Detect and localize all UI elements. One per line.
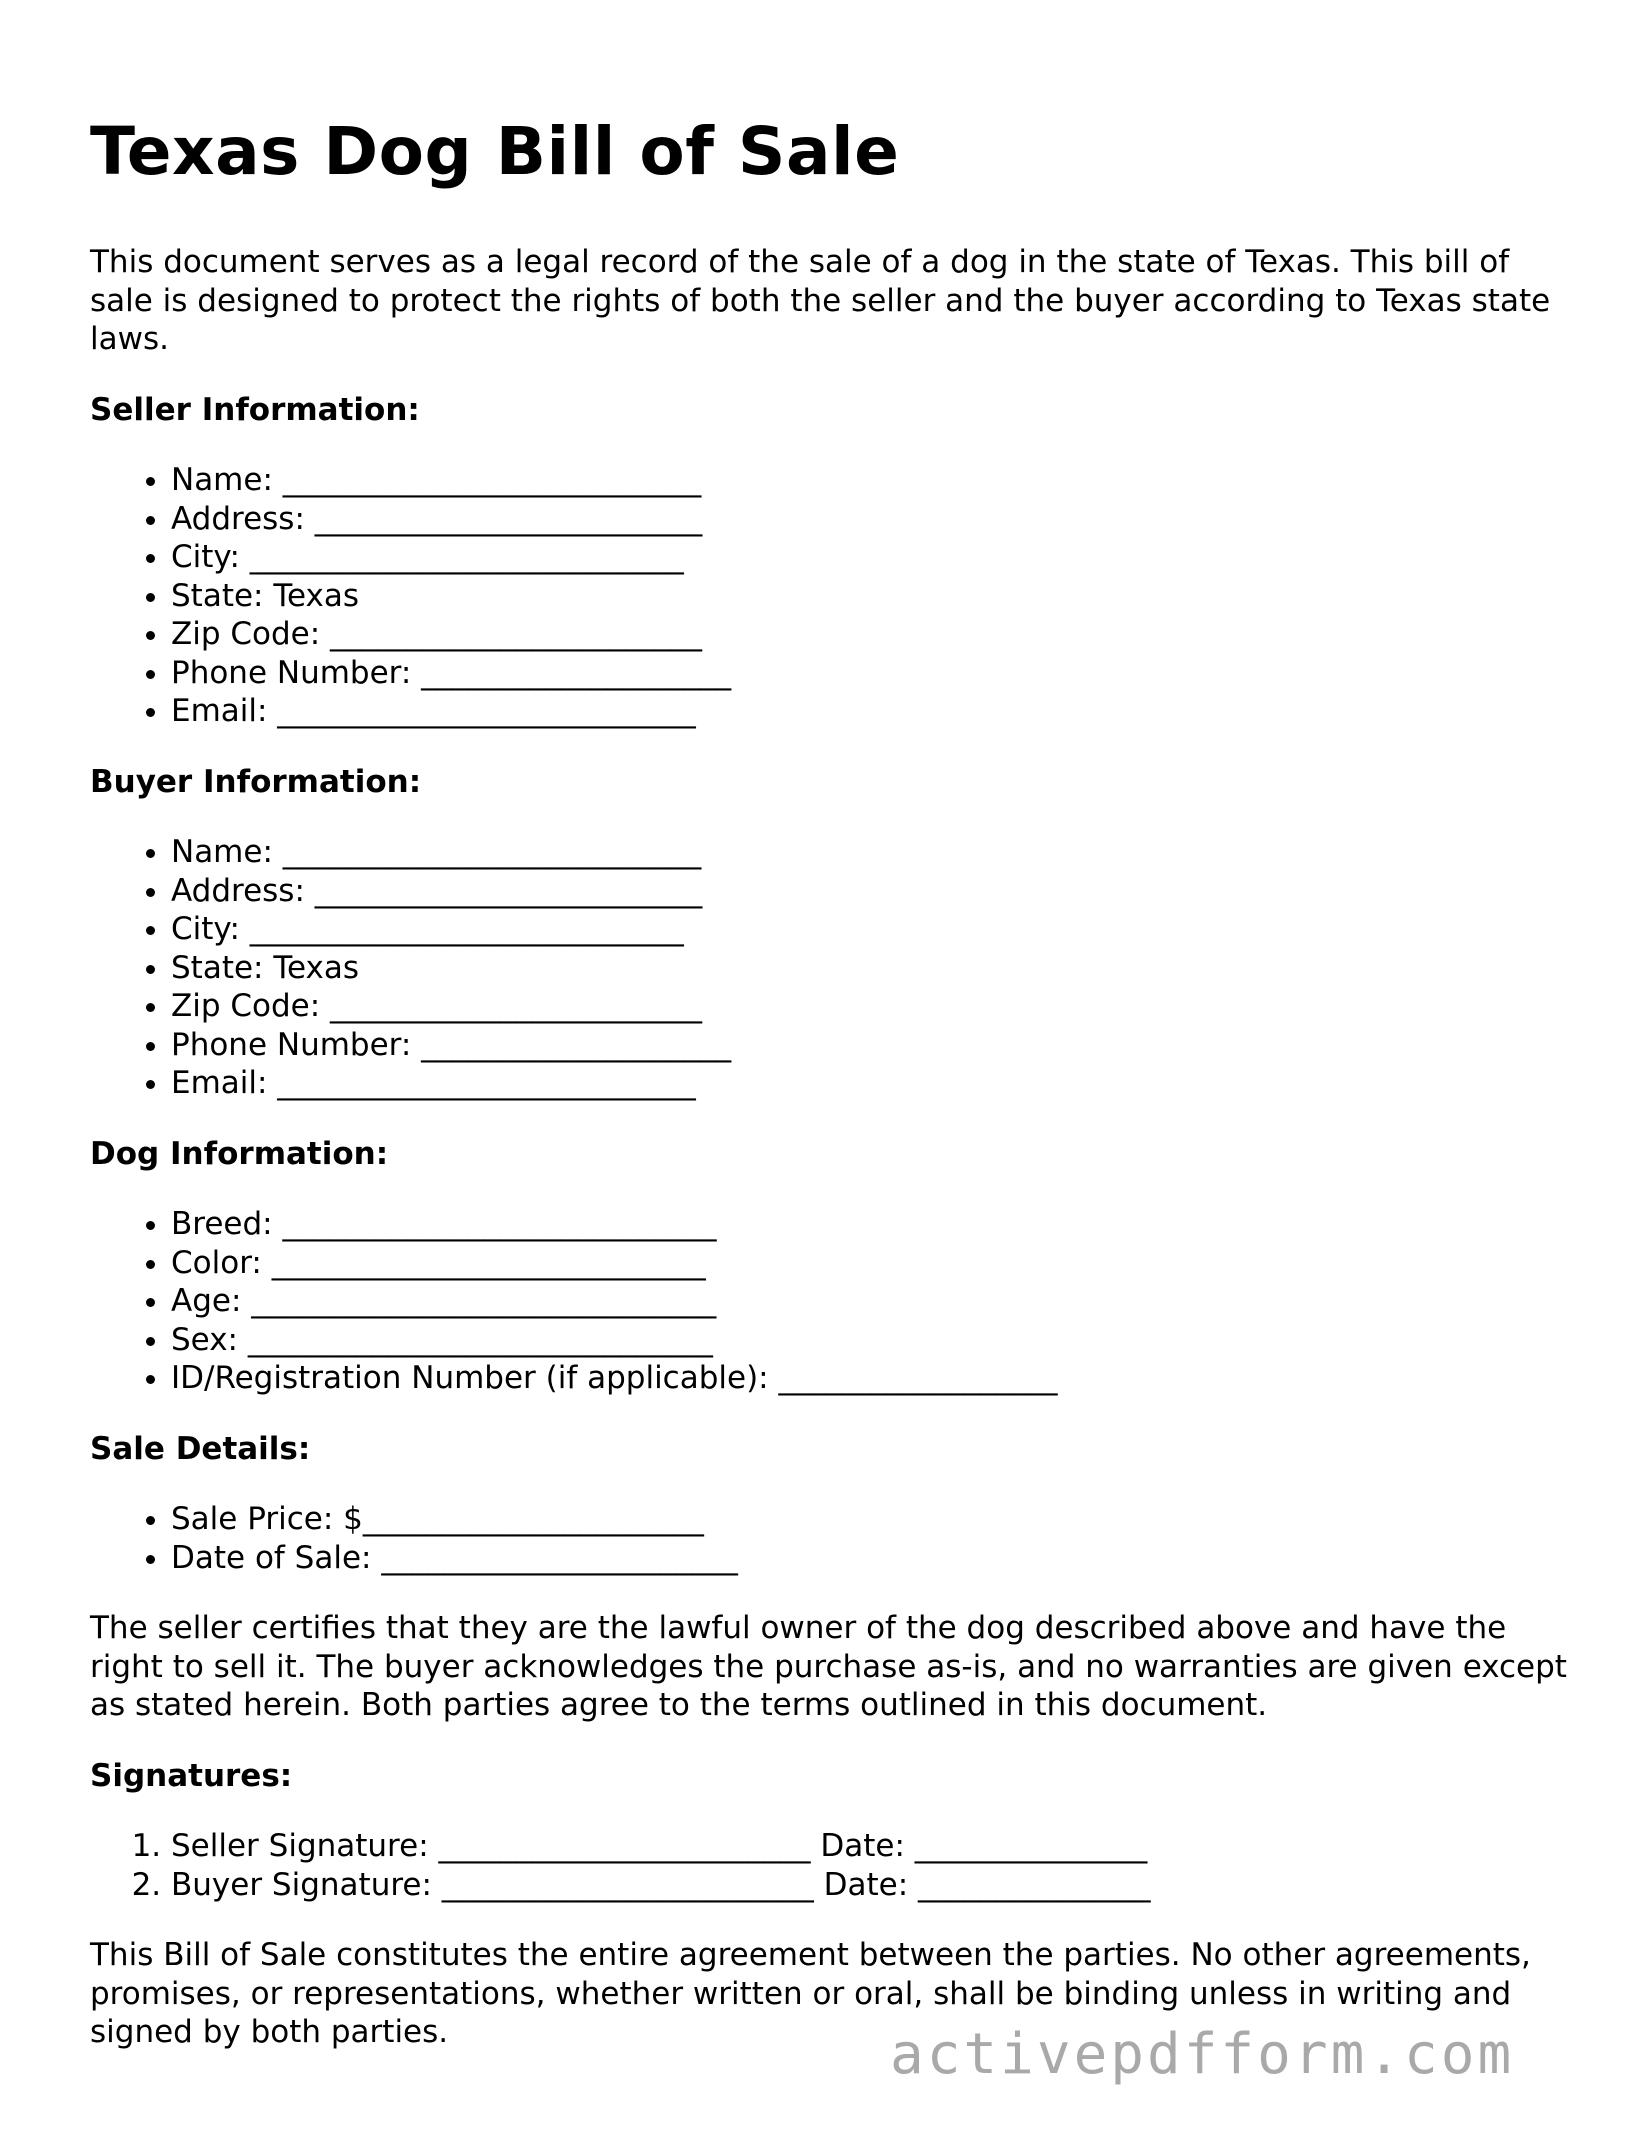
seller-email-field: • Email: ___________________________ [171,692,1570,731]
buyer-heading: Buyer Information: [90,763,422,800]
seller-name-field: • Name: ___________________________ [171,461,1570,500]
seller-heading: Seller Information: [90,391,420,428]
certification-paragraph: The seller certifies that they are the lawful owner of the dog described above and have the right to sell it. The buyer acknowledges the purchase as-is, and no warranties are given except as stated herein. Both parties agree to the terms outlined in this document. [90,1610,1567,1724]
sale-date-field: • Date of Sale: _______________________ [171,1539,1570,1578]
seller-fields-list [90,461,1570,731]
buyer-city-field: • City: ____________________________ [171,910,1570,949]
buyer-signature-line: 2. Buyer Signature: ________________________ Date: _______________ [171,1866,1570,1905]
sale-fields-list [90,1500,1570,1577]
dog-fields-list [90,1205,1570,1398]
buyer-state-field: • State: Texas [171,949,1570,988]
seller-zip-field: • Zip Code: ________________________ [171,615,1570,654]
dog-color-field: • Color: ____________________________ [171,1244,1570,1283]
seller-state-field: • State: Texas [171,577,1570,616]
seller-address-field: • Address: _________________________ [171,500,1570,539]
buyer-name-field: • Name: ___________________________ [171,833,1570,872]
dog-sex-field: • Sex: ______________________________ [171,1321,1570,1360]
document-title: Texas Dog Bill of Sale [90,113,900,190]
signatures-list [90,1827,1570,1904]
buyer-fields-list [90,833,1570,1103]
seller-city-field: • City: ____________________________ [171,538,1570,577]
sale-price-field: • Sale Price: $______________________ [171,1500,1570,1539]
intro-paragraph: This document serves as a legal record of the sale of a dog in the state of Texas. This bill of sale is designed to protect the rights of both the seller and the buyer according to Texas state laws. [90,244,1551,358]
buyer-phone-field: • Phone Number: ____________________ [171,1026,1570,1065]
seller-signature-line: 1. Seller Signature: ________________________ Date: _______________ [171,1827,1570,1866]
watermark: activepdfform.com [890,2022,1515,2087]
document [90,112,1570,2052]
closing-paragraph: This Bill of Sale constitutes the entire agreement between the parties. No other agreements, promises, or representations, whether written or oral, shall be binding unless in writing and signed by both parties. [90,1937,1531,2051]
dog-breed-field: • Breed: ____________________________ [171,1205,1570,1244]
dog-heading: Dog Information: [90,1135,389,1172]
buyer-address-field: • Address: _________________________ [171,872,1570,911]
dog-registration-field: • ID/Registration Number (if applicable): __________________ [171,1359,1570,1398]
sale-heading: Sale Details: [90,1430,311,1467]
seller-phone-field: • Phone Number: ____________________ [171,654,1570,693]
buyer-zip-field: • Zip Code: ________________________ [171,987,1570,1026]
signatures-heading: Signatures: [90,1757,293,1794]
buyer-email-field: • Email: ___________________________ [171,1064,1570,1103]
dog-age-field: • Age: ______________________________ [171,1282,1570,1321]
